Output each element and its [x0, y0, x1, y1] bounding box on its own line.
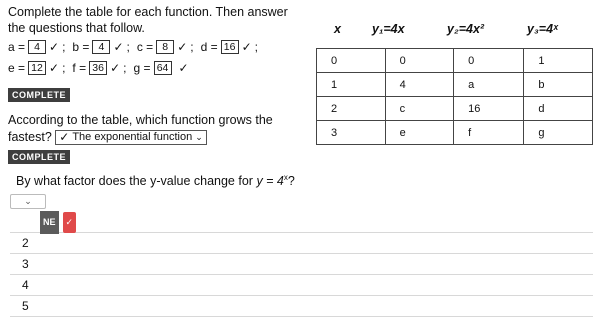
answer-d-label: d = — [200, 40, 218, 54]
question-3 — [16, 173, 295, 188]
question-3-suffix: ? — [287, 174, 295, 189]
fastest-dropdown-value: The exponential function — [72, 131, 193, 144]
answers-row-1 — [8, 40, 258, 54]
table-header-x: x — [334, 22, 341, 36]
answer-g-input[interactable]: 64 — [154, 61, 172, 75]
answer-d-input[interactable]: 16 — [221, 40, 239, 54]
list-item[interactable]: 5 — [10, 296, 593, 317]
selected-tag: NE — [40, 211, 59, 234]
table-cell: a — [454, 73, 524, 97]
check-icon: ✓ — [113, 40, 124, 54]
table-cell: b — [524, 73, 593, 97]
separator: ; — [123, 61, 127, 75]
question-2 — [8, 112, 308, 146]
table-row — [317, 97, 593, 121]
instructions: Complete the table for each function. Then answer the questions that follow. — [8, 5, 288, 35]
complete-button-2[interactable]: COMPLETE — [8, 150, 70, 164]
check-icon: ✓ — [49, 40, 60, 54]
separator: ; — [62, 40, 66, 54]
chevron-down-icon: ⌄ — [195, 132, 203, 143]
separator: ; — [126, 40, 130, 54]
answer-f-label: f = — [72, 61, 87, 75]
check-icon: ✓ — [49, 61, 60, 75]
factor-dropdown[interactable] — [10, 194, 46, 209]
list-item[interactable]: 4 — [10, 275, 593, 296]
table-cell: 0 — [385, 49, 454, 73]
complete-button-1[interactable]: COMPLETE — [8, 88, 70, 102]
table-cell: 0 — [317, 49, 386, 73]
separator: ; — [254, 40, 259, 54]
check-icon: ✓ — [177, 40, 188, 54]
answer-e-label: e = — [8, 61, 26, 75]
list-item[interactable]: 3 — [10, 254, 593, 275]
factor-options-list — [10, 212, 593, 317]
table-row — [317, 121, 593, 145]
table-header-y2: y₂=4x² — [447, 22, 485, 36]
table-cell: e — [385, 121, 454, 145]
question-3-function: y = 4 — [256, 174, 284, 189]
answer-b-label: b = — [72, 40, 90, 54]
table-cell: f — [454, 121, 524, 145]
question-3-prefix: By what factor does the y-value change for — [16, 174, 253, 189]
answers-row-2 — [8, 61, 189, 75]
table-cell: 1 — [317, 73, 386, 97]
chevron-down-icon: ⌄ — [24, 196, 32, 206]
question-2-text: According to the table, which function grows the fastest? — [8, 113, 273, 144]
answer-a-label: a = — [8, 40, 26, 54]
table-cell: 16 — [454, 97, 524, 121]
table-cell: 2 — [317, 97, 386, 121]
check-icon: ✓ — [241, 40, 252, 54]
answer-e-input[interactable]: 12 — [28, 61, 46, 75]
question-3-exponent: x — [283, 173, 288, 182]
table-cell: 0 — [454, 49, 524, 73]
table-cell: 4 — [385, 73, 454, 97]
values-table — [316, 48, 593, 145]
answer-c-label: c = — [136, 40, 154, 54]
check-icon: ✓ — [63, 212, 77, 233]
list-item[interactable]: 2 — [10, 233, 593, 254]
answer-b-input[interactable]: 4 — [92, 40, 110, 54]
table-cell: c — [385, 97, 454, 121]
check-icon: ✓ — [178, 61, 189, 75]
list-item[interactable] — [10, 212, 593, 233]
fastest-dropdown[interactable] — [55, 130, 206, 145]
table-cell: 1 — [524, 49, 593, 73]
check-icon: ✓ — [59, 130, 70, 145]
answer-c-input[interactable]: 8 — [156, 40, 174, 54]
check-icon: ✓ — [110, 61, 121, 75]
table-cell: 3 — [317, 121, 386, 145]
answer-g-label: g = — [133, 61, 151, 75]
separator: ; — [190, 40, 194, 54]
table-header-y3: y₃=4ˣ — [527, 22, 559, 36]
separator: ; — [62, 61, 66, 75]
answer-a-input[interactable]: 4 — [28, 40, 46, 54]
table-row — [317, 73, 593, 97]
answer-f-input[interactable]: 36 — [89, 61, 107, 75]
table-cell: d — [524, 97, 593, 121]
table-row — [317, 49, 593, 73]
table-cell: g — [524, 121, 593, 145]
table-header-y1: y₁=4x — [372, 22, 405, 36]
